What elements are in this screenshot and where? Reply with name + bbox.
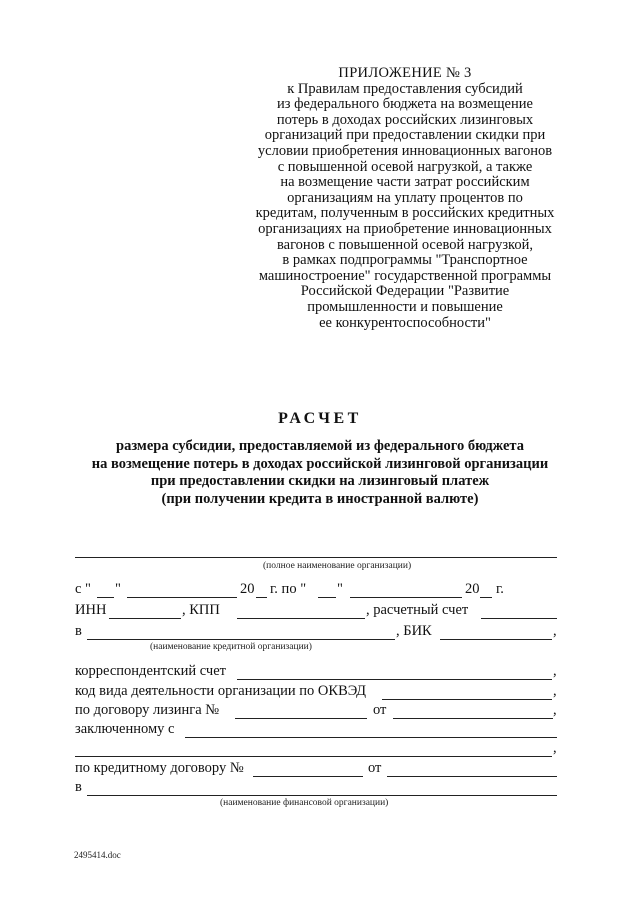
bank-in-label: в bbox=[75, 623, 82, 639]
leasing-from-label: от bbox=[373, 702, 387, 718]
period-end-day-field[interactable] bbox=[318, 581, 336, 598]
credit-number-field[interactable] bbox=[253, 760, 363, 777]
okved-row bbox=[75, 683, 557, 701]
concluded-with-field[interactable] bbox=[185, 721, 557, 738]
doc-id: 2495414.doc bbox=[74, 850, 121, 860]
period-from-label: с " bbox=[75, 581, 91, 597]
period-start-year-field[interactable] bbox=[256, 581, 267, 598]
period-quote: " bbox=[337, 581, 343, 597]
concluded-label: заключенному с bbox=[75, 721, 175, 737]
appendix-line: с повышенной осевой нагрузкой, а также bbox=[277, 158, 533, 175]
appendix-line: кредитам, полученным в российских кредитных bbox=[255, 205, 555, 222]
calc-title: РАСЧЕТ bbox=[278, 410, 362, 427]
org-name-caption: (полное наименование организации) bbox=[263, 561, 412, 571]
fin-org-field[interactable] bbox=[87, 779, 557, 796]
account-field[interactable] bbox=[481, 602, 557, 619]
period-year-prefix: 20 bbox=[465, 581, 480, 597]
period-to-label: г. по " bbox=[270, 581, 307, 597]
appendix-line: вагонов с повышенной осевой нагрузкой, bbox=[277, 236, 533, 253]
period-end-year-field[interactable] bbox=[480, 581, 492, 598]
concluded-row bbox=[75, 721, 557, 739]
inn-row bbox=[75, 602, 557, 620]
inn-field[interactable] bbox=[109, 602, 181, 619]
corr-account-label: корреспондентский счет bbox=[75, 663, 226, 679]
bik-field[interactable] bbox=[440, 623, 552, 640]
period-quote: " bbox=[115, 581, 121, 597]
appendix-line: машиностроение" государственной программы bbox=[258, 267, 552, 284]
fin-in-label: в bbox=[75, 779, 82, 795]
subtitle-line: при предоставлении скидки на лизинговый платеж bbox=[150, 473, 490, 489]
period-year-prefix: 20 bbox=[240, 581, 255, 597]
appendix-line: к Правилам предоставления субсидий bbox=[287, 80, 523, 97]
fin-org-row bbox=[75, 779, 557, 797]
appendix-title: ПРИЛОЖЕНИЕ № 3 bbox=[338, 65, 472, 81]
appendix-line: Российской Федерации "Развитие bbox=[300, 283, 510, 300]
fin-org-caption: (наименование финансовой организации) bbox=[220, 798, 389, 808]
appendix-line: потерь в доходах российских лизинговых bbox=[276, 111, 534, 128]
bik-label: , БИК bbox=[396, 623, 432, 639]
period-end-month-field[interactable] bbox=[350, 581, 462, 598]
okved-label: код вида деятельности организации по ОКВЭД bbox=[75, 683, 366, 699]
kpp-label: , КПП bbox=[182, 602, 220, 618]
inn-label: ИНН bbox=[75, 602, 107, 618]
okved-field[interactable] bbox=[382, 683, 552, 700]
comma: , bbox=[553, 702, 557, 718]
calc-subtitle bbox=[0, 438, 640, 508]
credit-date-field[interactable] bbox=[387, 760, 557, 777]
subtitle-line: на возмещение потерь в доходах российской лизинговой организации bbox=[91, 455, 549, 472]
corr-account-row bbox=[75, 663, 557, 681]
period-start-day-field[interactable] bbox=[97, 581, 114, 598]
kpp-field[interactable] bbox=[237, 602, 365, 619]
appendix-line: условии приобретения инновационных вагонов bbox=[257, 142, 553, 159]
appendix-line: на возмещение части затрат российским bbox=[280, 174, 530, 191]
appendix-header bbox=[240, 66, 570, 331]
appendix-line: организаций при предоставлении скидки при bbox=[264, 127, 546, 144]
appendix-line: организациях на приобретение инновационных bbox=[258, 220, 552, 237]
comma: , bbox=[553, 740, 557, 756]
subtitle-line: размера субсидии, предоставляемой из федерального бюджета bbox=[116, 438, 524, 454]
bank-row bbox=[75, 623, 557, 641]
appendix-line: из федерального бюджета на возмещение bbox=[277, 96, 533, 113]
org-name-field[interactable] bbox=[75, 541, 557, 558]
period-row bbox=[75, 581, 557, 599]
comma: , bbox=[553, 683, 557, 699]
leasing-date-field[interactable] bbox=[393, 702, 553, 719]
credit-from-label: от bbox=[368, 760, 382, 776]
bank-name-field[interactable] bbox=[87, 623, 395, 640]
comma: , bbox=[553, 623, 557, 639]
period-year-suffix: г. bbox=[496, 581, 504, 597]
corr-account-field[interactable] bbox=[237, 663, 552, 680]
leasing-number-field[interactable] bbox=[235, 702, 367, 719]
credit-row bbox=[75, 760, 557, 778]
period-start-month-field[interactable] bbox=[127, 581, 237, 598]
leasing-label: по договору лизинга № bbox=[75, 702, 220, 718]
appendix-line: организациям на уплату процентов по bbox=[287, 189, 523, 206]
appendix-line: в рамках подпрограммы "Транспортное bbox=[282, 252, 528, 269]
leasing-row bbox=[75, 702, 557, 720]
appendix-line: промышленности и повышение bbox=[307, 298, 503, 315]
bank-caption: (наименование кредитной организации) bbox=[150, 642, 312, 652]
appendix-line: ее конкурентоспособности" bbox=[319, 314, 491, 331]
subtitle-line: (при получении кредита в иностранной валюте) bbox=[161, 490, 479, 507]
concluded-cont-row bbox=[75, 740, 557, 758]
concluded-with-field-cont[interactable] bbox=[75, 740, 552, 757]
account-label: , расчетный счет bbox=[366, 602, 469, 618]
credit-label: по кредитному договору № bbox=[75, 760, 244, 776]
comma: , bbox=[553, 663, 557, 679]
